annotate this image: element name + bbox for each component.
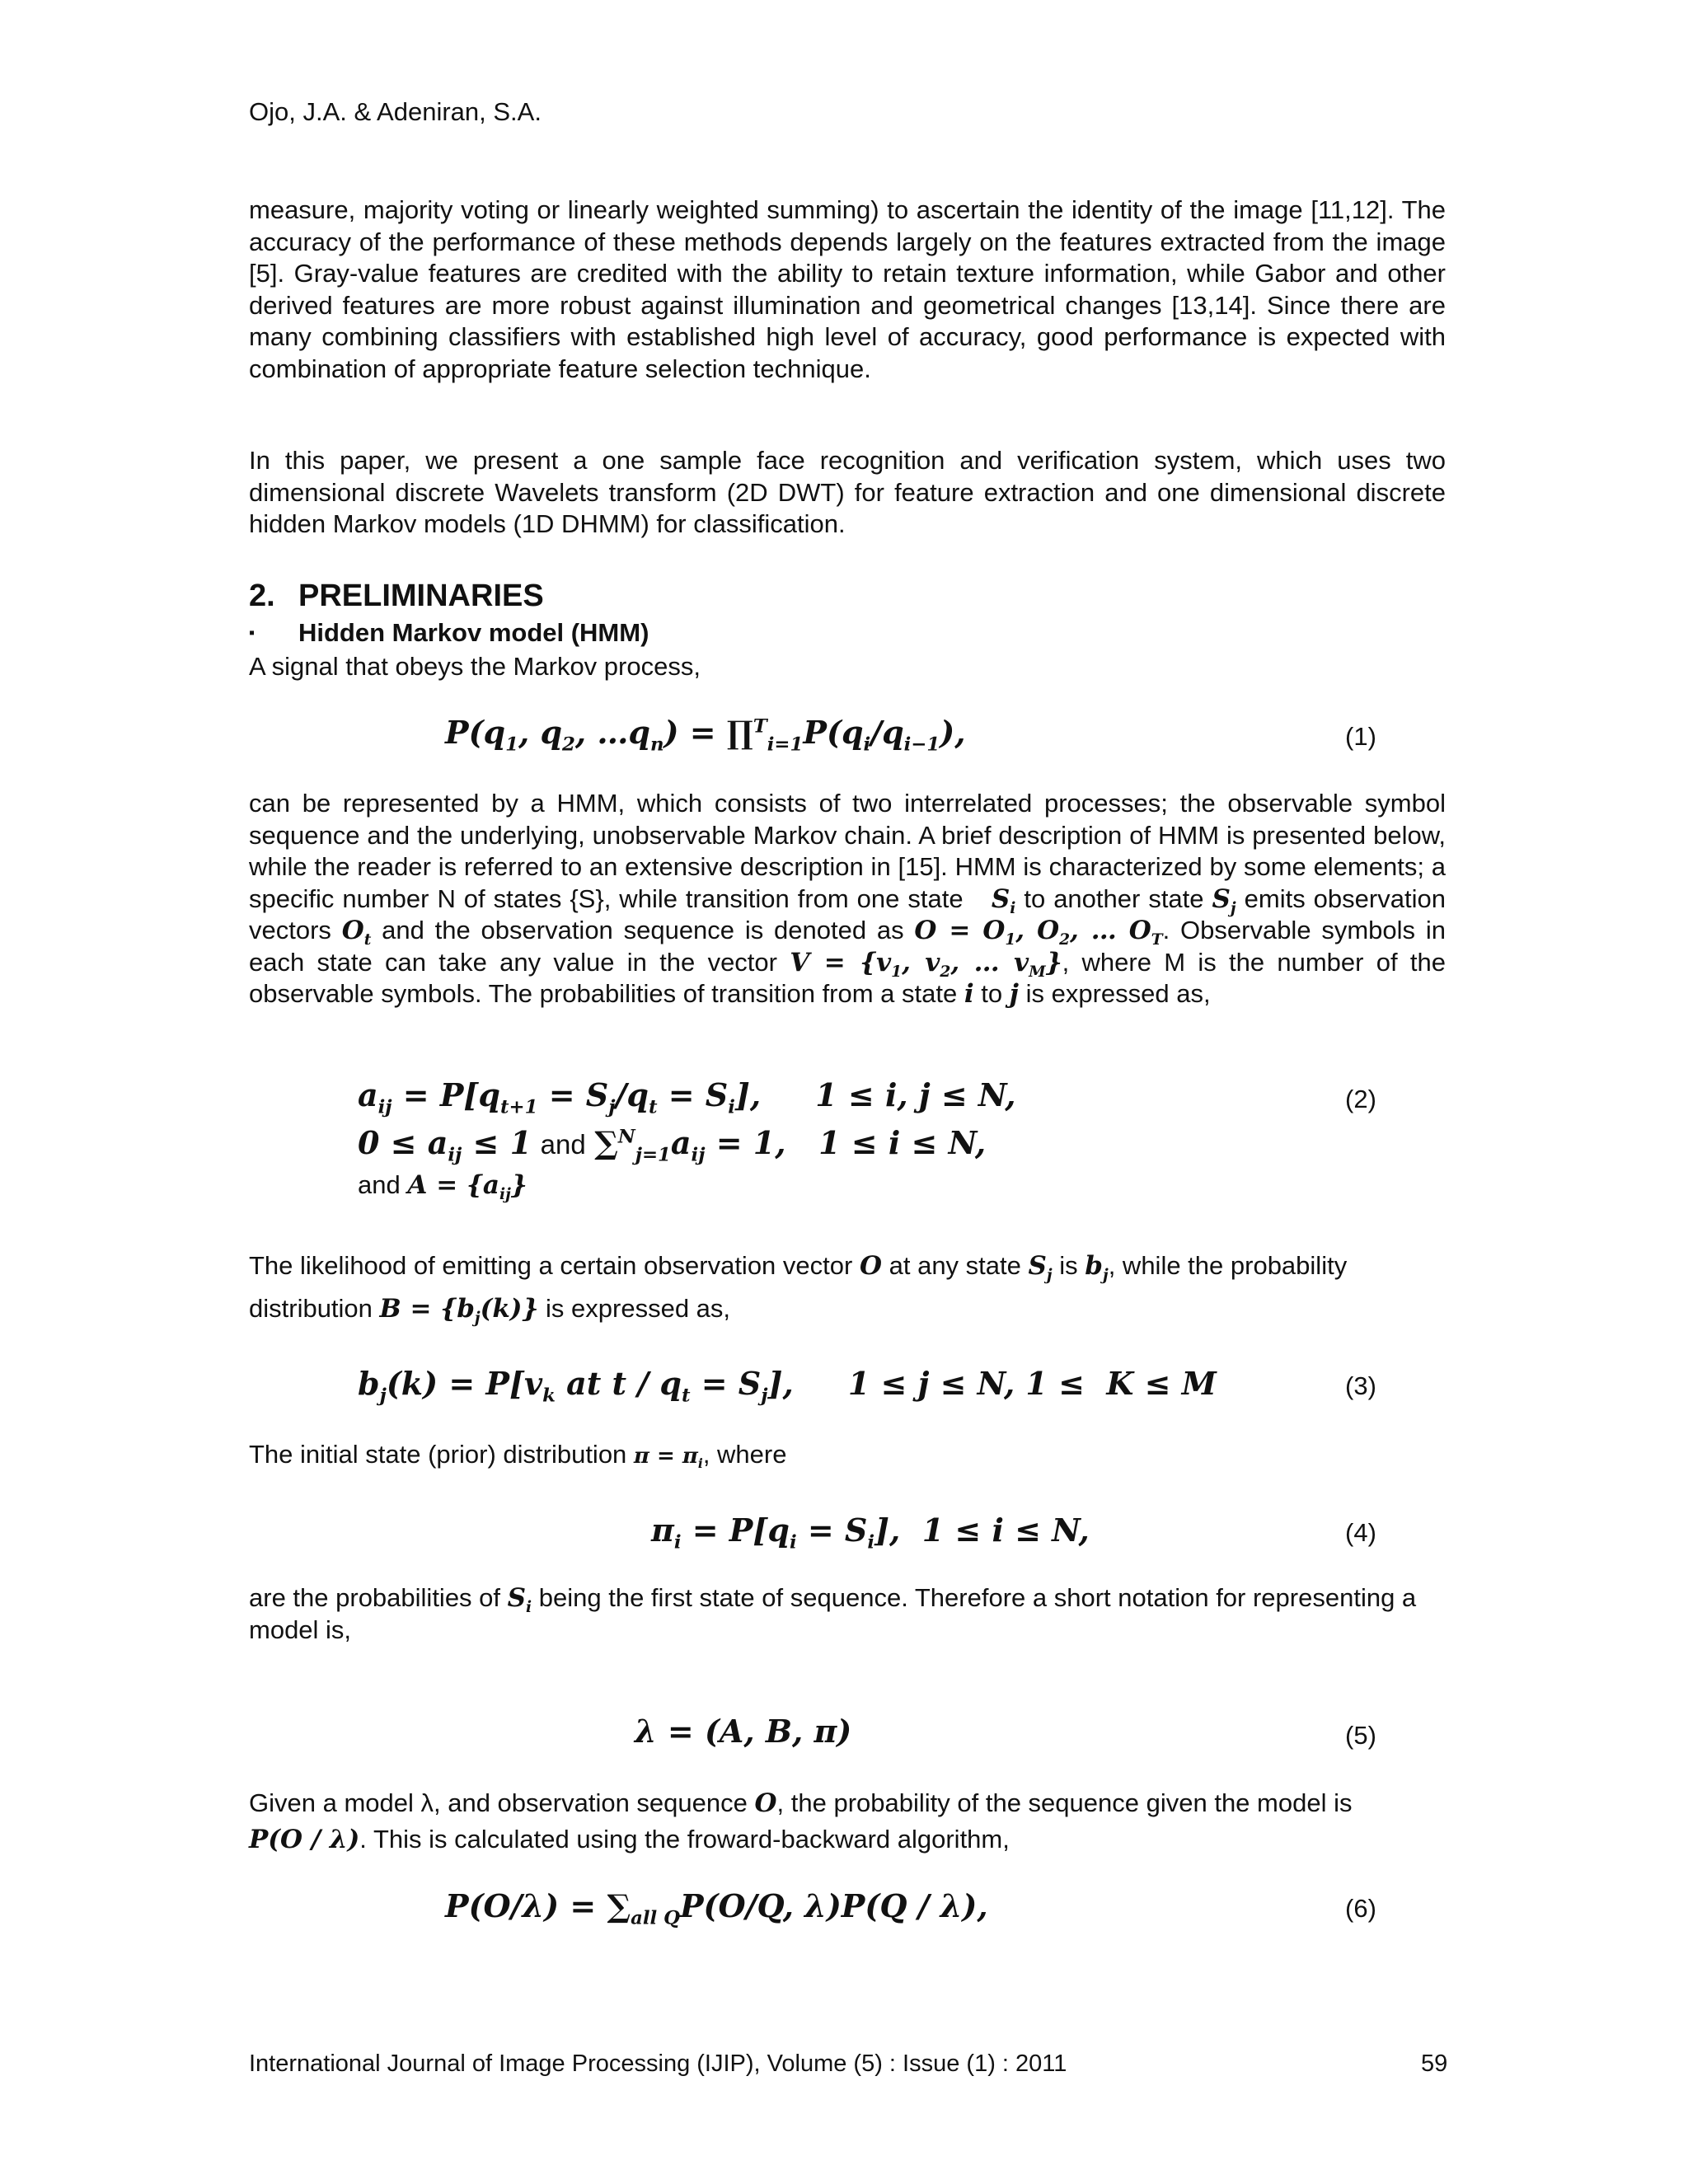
text-run: is bbox=[1059, 1251, 1078, 1280]
text-run: emits observation vectors bbox=[249, 883, 1446, 944]
text-run: being the first state of sequence. Therefore a short notation for representing a model is, bbox=[249, 1583, 1417, 1644]
text-run: at any state bbox=[889, 1251, 1021, 1280]
section-heading bbox=[249, 579, 544, 614]
text-run: and the observation sequence is denoted as bbox=[382, 916, 904, 944]
equation-2-line-3: and $A = \{a_{ij}\}$ bbox=[358, 1170, 528, 1204]
paragraph-combining-classifiers: measure, majority voting or linearly weighted summing) to ascertain the identity of the image [11,12]. The accuracy of the performance of these methods depends largely on the features extracted from the image [5]. Gray-value features are credited with the ability to retain texture information, while Gabor and other derived features are more robust against illumination and geometrical changes [13,14]. Since there are many combining classifiers with established high level of accuracy, good performance is expected with combination of appropriate feature selection technique. bbox=[249, 195, 1446, 383]
equation-number-5: (5) bbox=[1345, 1721, 1376, 1750]
text-run: , where M is the number of the observable symbols. The probabilities of transition from a state bbox=[249, 947, 1446, 1008]
paragraph-emission-probability: The likelihood of emitting a certain observation vector O at any state $S_j$ is $b_j$, while the probability distribution $B = \{b_j(k)\}$ is expressed as, bbox=[249, 1251, 1348, 1328]
text-run: The likelihood of emitting a certain observation vector bbox=[249, 1251, 853, 1280]
text-run: The initial state (prior) distribution bbox=[249, 1440, 627, 1469]
text-run: is expressed as, bbox=[546, 1294, 731, 1323]
subsection-heading bbox=[249, 618, 649, 648]
footer-page-number: 59 bbox=[1421, 2050, 1448, 2077]
footer-journal: International Journal of Image Processing (IJIP), Volume (5) : Issue (1) : 2011 bbox=[249, 2050, 1067, 2077]
text-run: Given a model λ, and observation sequence bbox=[249, 1788, 748, 1817]
subsection-title: Hidden Markov model (HMM) bbox=[298, 618, 649, 647]
text-run: to bbox=[981, 979, 1003, 1008]
text-run: are the probabilities of bbox=[249, 1583, 501, 1612]
text-run: can be represented by a HMM, which consists of two interrelated processes; the observable symbol sequence and the underlying, unobservable Markov chain. A brief description of HMM is presented below, while the reader is referred to an extensive description in [15]. HMM is characterized by some elements; a specific number N of states {S}, while transition from one state bbox=[249, 789, 1446, 913]
text-run: . This is calculated using the froward-backward algorithm, bbox=[359, 1825, 1010, 1854]
equation-number-2: (2) bbox=[1345, 1085, 1376, 1113]
section-title: PRELIMINARIES bbox=[298, 579, 544, 613]
text-run: . Observable symbols in each state can take any value in the vector bbox=[249, 916, 1446, 977]
equation-number-6: (6) bbox=[1345, 1894, 1376, 1923]
equation-2-line-2: $0 \le a_{ij} \le 1$ and $\sum^N_{j=1}a_{ij} = 1$, 1 ≤ i ≤ N, bbox=[358, 1124, 987, 1166]
equation-5: λ = (A, B, π) bbox=[635, 1713, 852, 1750]
paragraph-sequence-probability: Given a model λ, and observation sequence O, the probability of the sequence given the model is P(O / λ). This is calculated using the froward-backward algorithm, bbox=[249, 1788, 1353, 1854]
equation-2-line-1: $a_{ij} = P[q_{t+1} = S_j/q_t = S_i]$, 1 ≤ i, j ≤ N, bbox=[358, 1076, 1016, 1118]
section-number: 2. bbox=[249, 579, 275, 613]
text-run: is expressed as, bbox=[1025, 979, 1211, 1008]
equation-4: $\pi_i = P[q_i = S_i]$, 1 ≤ i ≤ N, bbox=[651, 1511, 1090, 1554]
text-run: to another state bbox=[1024, 883, 1204, 913]
paragraph-hmm-description: can be represented by a HMM, which consists of two interrelated processes; the observable symbol sequence and the underlying, unobservable Markov chain. A brief description of HMM is presented below, while the reader is referred to an extensive description in [15]. HMM is characterized by some elements; a specific number N of states {S}, while transition from one state $S_i$ to another state $S_j$ emits observation vectors $O_t$ and the observation sequence is denoted as $O = O_1$, $O_2$, … $O_T$. Observable symbols in each state can take any value in the vector $V = \{v_1$, $v_2$, … $v_M$}, where M is the number of the observable symbols. The probabilities of transition from a state i to j is expressed as, bbox=[249, 789, 1446, 1009]
text-run: , the probability of the sequence given the model is bbox=[776, 1788, 1353, 1817]
equation-3: $b_j(k) = P[v_k$ at $t / q_t = S_j$], 1 ≤ j ≤ N, 1 ≤ K ≤ M bbox=[358, 1365, 1217, 1407]
paragraph-model-notation: are the probabilities of $S_i$ being the first state of sequence. Therefore a short notation for representing a model is, bbox=[249, 1583, 1417, 1644]
text-run: and bbox=[540, 1129, 586, 1160]
text-run: , where bbox=[702, 1440, 787, 1469]
running-head: Ojo, J.A. & Adeniran, S.A. bbox=[249, 97, 542, 126]
square-bullet-icon: ▪ bbox=[249, 624, 256, 642]
text-run: and bbox=[358, 1170, 401, 1199]
equation-number-4: (4) bbox=[1345, 1518, 1376, 1547]
paragraph-initial-state: The initial state (prior) distribution $\pi = \pi_i$, where bbox=[249, 1440, 787, 1472]
equation-6: $P(O/\lambda) = \sum_{all Q}P(O/Q$, λ)P(Q / λ), bbox=[445, 1887, 988, 1929]
paragraph-paper-overview: In this paper, we present a one sample face recognition and verification system, which uses two dimensional discrete Wavelets transform (2D DWT) for feature extraction and one dimensional discrete hidden Markov models (1D DHMM) for classification. bbox=[249, 446, 1446, 538]
equation-number-3: (3) bbox=[1345, 1371, 1376, 1400]
equation-number-1: (1) bbox=[1345, 722, 1376, 751]
equation-1: $P(q_1$, $q_2$, $\dots q_n$) = $\prod^T_{i=1}P(q_i/q_{i-1})$, bbox=[445, 714, 966, 756]
text-run: , while the probability distribution bbox=[249, 1251, 1348, 1323]
markov-intro-text: A signal that obeys the Markov process, bbox=[249, 652, 701, 681]
